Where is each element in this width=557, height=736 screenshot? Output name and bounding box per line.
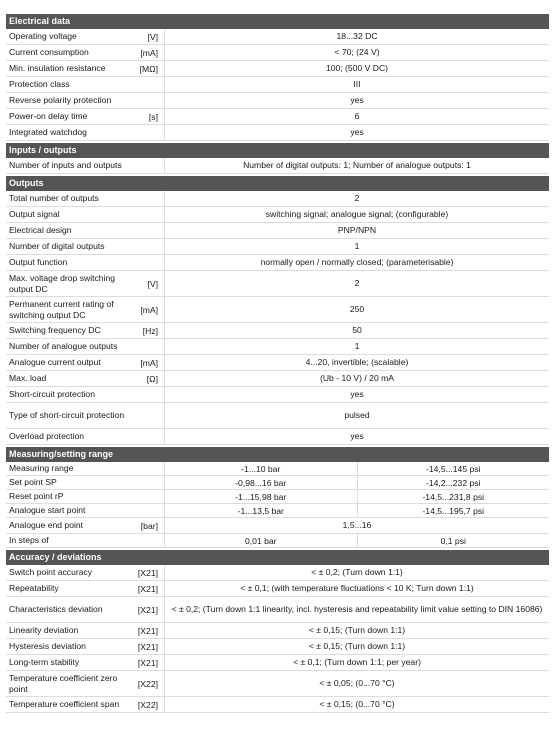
row-label: Repeatability xyxy=(9,583,59,593)
row-value-bar: -1...10 bar xyxy=(241,463,281,474)
row-value: 4...20, invertible; (scalable) xyxy=(164,355,549,370)
table-row xyxy=(6,29,549,45)
row-label: Permanent current rating of switching output DC xyxy=(9,298,114,320)
row-label: Set point SP xyxy=(9,477,57,487)
row-value-bar: -0,98...16 bar xyxy=(235,477,287,488)
row-unit: [X22] xyxy=(137,678,158,689)
row-label: Overload protection xyxy=(9,431,84,441)
row-label: Characteristics deviation xyxy=(9,604,103,614)
table-row xyxy=(6,504,549,518)
table-row xyxy=(6,271,549,297)
table-row xyxy=(6,429,549,445)
row-value: yes xyxy=(164,93,549,108)
row-label: Power-on delay time xyxy=(9,111,88,121)
row-value: < ± 0,15; (0...70 °C) xyxy=(164,697,549,712)
row-unit: [mA] xyxy=(140,304,158,315)
row-unit: [X22] xyxy=(137,699,158,710)
table-row xyxy=(6,323,549,339)
table-row xyxy=(6,534,549,548)
row-label: Measuring range xyxy=(9,463,74,473)
table-row xyxy=(6,490,549,504)
row-label: Output signal xyxy=(9,209,60,219)
section-header-inputs-outputs: Inputs / outputs xyxy=(6,143,549,158)
row-label: Hysteresis deviation xyxy=(9,641,86,651)
row-value: pulsed xyxy=(164,403,549,428)
row-value-psi: -14,5...195,7 psi xyxy=(357,504,550,517)
row-label: Operating voltage xyxy=(9,31,77,41)
row-label: Max. voltage drop switching output DC xyxy=(9,272,116,294)
row-value: normally open / normally closed; (parameterisable) xyxy=(164,255,549,270)
table-row xyxy=(6,597,549,623)
row-value: 1 xyxy=(164,339,549,354)
table-row xyxy=(6,239,549,255)
row-unit: [mA] xyxy=(140,47,158,58)
section-header-measuring-setting-range: Measuring/setting range xyxy=(6,447,549,462)
row-unit: [s] xyxy=(148,111,158,122)
row-label: Analogue current output xyxy=(9,357,101,367)
table-row xyxy=(6,109,549,125)
row-value: < ± 0,2; (Turn down 1:1 linearity, incl. hysteresis and repeatability limit value setting to DIN 16086) xyxy=(164,597,549,622)
table-row xyxy=(6,158,549,174)
row-value: yes xyxy=(164,125,549,140)
row-unit: [X21] xyxy=(137,604,158,615)
row-value: < 70; (24 V) xyxy=(164,45,549,60)
row-unit: [mA] xyxy=(140,357,158,368)
section-header-electrical-data: Electrical data xyxy=(6,14,549,29)
row-value: 100; (500 V DC) xyxy=(164,61,549,76)
table-row xyxy=(6,403,549,429)
table-row xyxy=(6,655,549,671)
row-value: 2 xyxy=(164,191,549,206)
row-value: III xyxy=(164,77,549,92)
row-value: < ± 0,15; (Turn down 1:1) xyxy=(164,639,549,654)
row-value-psi: -14,5...145 psi xyxy=(357,462,550,475)
row-value: 1 xyxy=(164,239,549,254)
row-value-pair xyxy=(164,476,549,489)
row-label: Min. insulation resistance xyxy=(9,63,106,73)
table-row xyxy=(6,255,549,271)
row-value: 50 xyxy=(164,323,549,338)
row-value-bar: -1...15,98 bar xyxy=(235,491,287,502)
table-row xyxy=(6,45,549,61)
row-unit: [MΩ] xyxy=(139,63,158,74)
row-unit: [X21] xyxy=(137,641,158,652)
row-label: Reverse polarity protection xyxy=(9,95,112,105)
row-label: Analogue start point xyxy=(9,505,86,515)
row-unit: [V] xyxy=(147,31,158,42)
row-label: Temperature coefficient zero point xyxy=(9,672,118,694)
row-value: 6 xyxy=(164,109,549,124)
technical-data-sheet xyxy=(6,12,549,713)
row-value-pair xyxy=(164,504,549,517)
row-value: 1,5...16 xyxy=(164,518,549,533)
row-value-psi: 0,1 psi xyxy=(357,534,550,547)
row-unit: [bar] xyxy=(140,520,158,531)
row-value: < ± 0,1; (Turn down 1:1; per year) xyxy=(164,655,549,670)
table-row xyxy=(6,565,549,581)
row-label: Temperature coefficient span xyxy=(9,699,120,709)
row-label: In steps of xyxy=(9,535,49,545)
table-row xyxy=(6,476,549,490)
row-label: Output function xyxy=(9,257,68,267)
row-value: yes xyxy=(164,387,549,402)
table-row xyxy=(6,371,549,387)
row-value: < ± 0,2; (Turn down 1:1) xyxy=(164,565,549,580)
row-value: 250 xyxy=(164,297,549,322)
table-row xyxy=(6,671,549,697)
table-row xyxy=(6,639,549,655)
row-label: Protection class xyxy=(9,79,70,89)
row-unit: [V] xyxy=(147,278,158,289)
section-header-outputs: Outputs xyxy=(6,176,549,191)
row-label: Linearity deviation xyxy=(9,625,79,635)
table-row xyxy=(6,61,549,77)
table-row xyxy=(6,387,549,403)
row-value-pair xyxy=(164,534,549,547)
row-unit: [X21] xyxy=(137,567,158,578)
table-row xyxy=(6,207,549,223)
row-value: 2 xyxy=(164,271,549,296)
row-value: 18...32 DC xyxy=(164,29,549,44)
row-value: < ± 0,1; (with temperature fluctuations < 10 K; Turn down 1:1) xyxy=(164,581,549,596)
row-value-pair xyxy=(164,462,549,475)
row-label: Reset point rP xyxy=(9,491,64,501)
row-label: Total number of outputs xyxy=(9,193,99,203)
table-row xyxy=(6,697,549,713)
table-row xyxy=(6,623,549,639)
table-row xyxy=(6,297,549,323)
row-label: Analogue end point xyxy=(9,520,84,530)
table-row xyxy=(6,355,549,371)
row-value: < ± 0,05; (0...70 °C) xyxy=(164,671,549,696)
table-row xyxy=(6,339,549,355)
row-value: (Ub - 10 V) / 20 mA xyxy=(164,371,549,386)
table-row xyxy=(6,77,549,93)
row-label: Short-circuit protection xyxy=(9,389,95,399)
table-row xyxy=(6,191,549,207)
table-row xyxy=(6,581,549,597)
row-label: Switching frequency DC xyxy=(9,325,101,335)
row-label: Switch point accuracy xyxy=(9,567,93,577)
table-row xyxy=(6,125,549,141)
row-unit: [X21] xyxy=(137,583,158,594)
row-label: Long-term stability xyxy=(9,657,80,667)
row-value-bar: -1...13,5 bar xyxy=(237,505,284,516)
row-label: Number of analogue outputs xyxy=(9,341,118,351)
section-header-accuracy-deviations: Accuracy / deviations xyxy=(6,550,549,565)
row-label: Max. load xyxy=(9,373,47,383)
table-row xyxy=(6,93,549,109)
row-value: yes xyxy=(164,429,549,444)
row-label: Current consumption xyxy=(9,47,89,57)
table-row xyxy=(6,223,549,239)
row-unit: [X21] xyxy=(137,625,158,636)
row-value: < ± 0,15; (Turn down 1:1) xyxy=(164,623,549,638)
row-label: Number of inputs and outputs xyxy=(9,160,122,170)
row-label: Integrated watchdog xyxy=(9,127,87,137)
row-label: Electrical design xyxy=(9,225,72,235)
row-value: switching signal; analogue signal; (configurable) xyxy=(164,207,549,222)
row-value: Number of digital outputs: 1; Number of analogue outputs: 1 xyxy=(164,158,549,173)
table-row xyxy=(6,518,549,534)
row-value: PNP/NPN xyxy=(164,223,549,238)
row-value-psi: -14,5...231,8 psi xyxy=(357,490,550,503)
row-unit: [Hz] xyxy=(142,325,158,336)
row-label: Type of short-circuit protection xyxy=(9,410,125,420)
row-value-psi: -14,2...232 psi xyxy=(357,476,550,489)
table-row xyxy=(6,462,549,476)
row-unit: [X21] xyxy=(137,657,158,668)
row-label: Number of digital outputs xyxy=(9,241,105,251)
row-value-bar: 0,01 bar xyxy=(244,535,277,546)
row-value-pair xyxy=(164,490,549,503)
row-unit: [Ω] xyxy=(146,373,158,384)
